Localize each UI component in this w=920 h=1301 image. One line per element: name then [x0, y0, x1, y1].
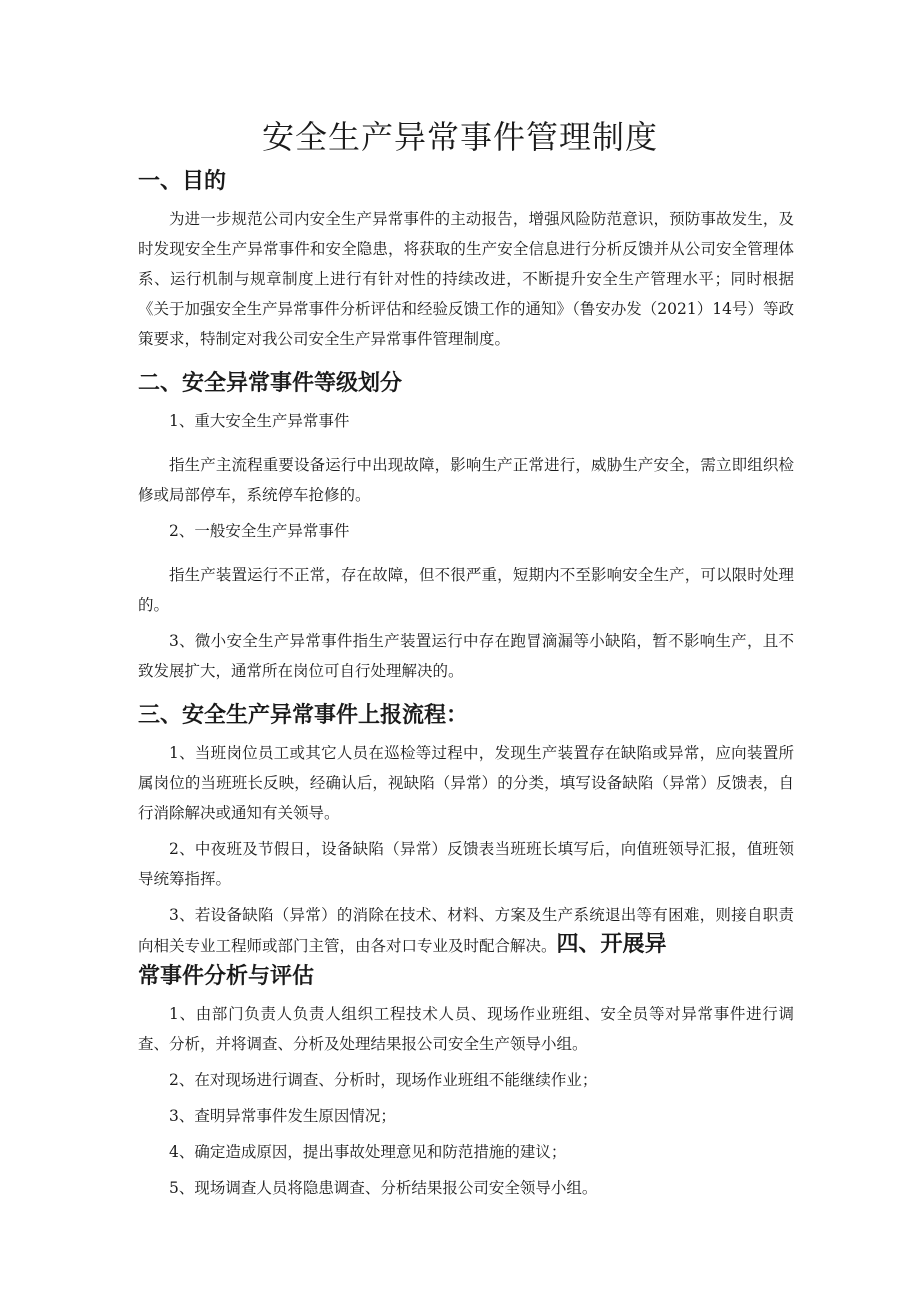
analysis-item-5: 5、现场调查人员将隐患调查、分析结果报公司安全领导小组。: [169, 1179, 598, 1197]
section-heading-grading: 二、安全异常事件等级划分: [138, 371, 403, 396]
grading-item-2-body: 指生产装置运行不正常，存在故障，但不很严重，短期内不至影响安全生产，可以限时处理的。: [138, 566, 794, 614]
section-heading-analysis-part2: 常事件分析与评估: [138, 964, 315, 989]
reporting-item-3: [138, 900, 794, 961]
section-purpose-body: 为进一步规范公司内安全生产异常事件的主动报告，增强风险防范意识，预防事故发生，及时发现安全生产异常事件和安全隐患，将获取的生产安全信息进行分析反馈并从公司安全管理体系、运行机制与规章制度上进行有针对性的持续改进，不断提升安全生产管理水平；同时根据《关于加强安全生产异常事件分析评估和经验反馈工作的通知》（鲁安办发（2021）14号）等政策要求，特制定对我公司安全生产异常事件管理制度。: [138, 210, 794, 348]
section-heading-analysis-part1: 四、开展异: [556, 932, 667, 957]
document-body: [138, 166, 794, 1203]
analysis-item-2: 2、在对现场进行调查、分析时，现场作业班组不能继续作业；: [169, 1071, 598, 1089]
reporting-item-3-text: 3、若设备缺陷（异常）的消除在技术、材料、方案及生产系统退出等有困难，则接自职责向相关专业工程师或部门主管，由各对口专业及时配合解决。: [138, 906, 794, 955]
grading-item-3: 3、微小安全生产异常事件指生产装置运行中存在跑冒滴漏等小缺陷，暂不影响生产，且不致发展扩大，通常所在岗位可自行处理解决的。: [138, 632, 794, 680]
grading-item-1-body: 指生产主流程重要设备运行中出现故障，影响生产正常进行，威胁生产安全，需立即组织检修或局部停车，系统停车抢修的。: [138, 456, 794, 504]
analysis-item-1: 1、由部门负责人负责人组织工程技术人员、现场作业班组、安全员等对异常事件进行调查、分析，并将调查、分析及处理结果报公司安全生产领导小组。: [138, 1005, 794, 1053]
analysis-item-3: 3、查明异常事件发生原因情况；: [169, 1107, 396, 1125]
reporting-item-1: 1、当班岗位员工或其它人员在巡检等过程中，发现生产装置存在缺陷或异常，应向装置所属岗位的当班班长反映，经确认后，视缺陷（异常）的分类，填写设备缺陷（异常）反馈表，自行消除解决或通知有关领导。: [138, 744, 794, 822]
grading-item-2-title: 2、一般安全生产异常事件: [169, 522, 350, 540]
page-title: 安全生产异常事件管理制度: [261, 118, 658, 156]
section-heading-reporting: 三、安全生产异常事件上报流程：: [138, 703, 469, 728]
section-heading-purpose: 一、目的: [138, 169, 227, 194]
analysis-item-4: 4、确定造成原因，提出事故处理意见和防范措施的建议；: [169, 1143, 567, 1161]
reporting-item-2: 2、中夜班及节假日，设备缺陷（异常）反馈表当班班长填写后，向值班领导汇报，值班领导统筹指挥。: [138, 840, 794, 888]
grading-item-1-title: 1、重大安全生产异常事件: [169, 412, 350, 430]
